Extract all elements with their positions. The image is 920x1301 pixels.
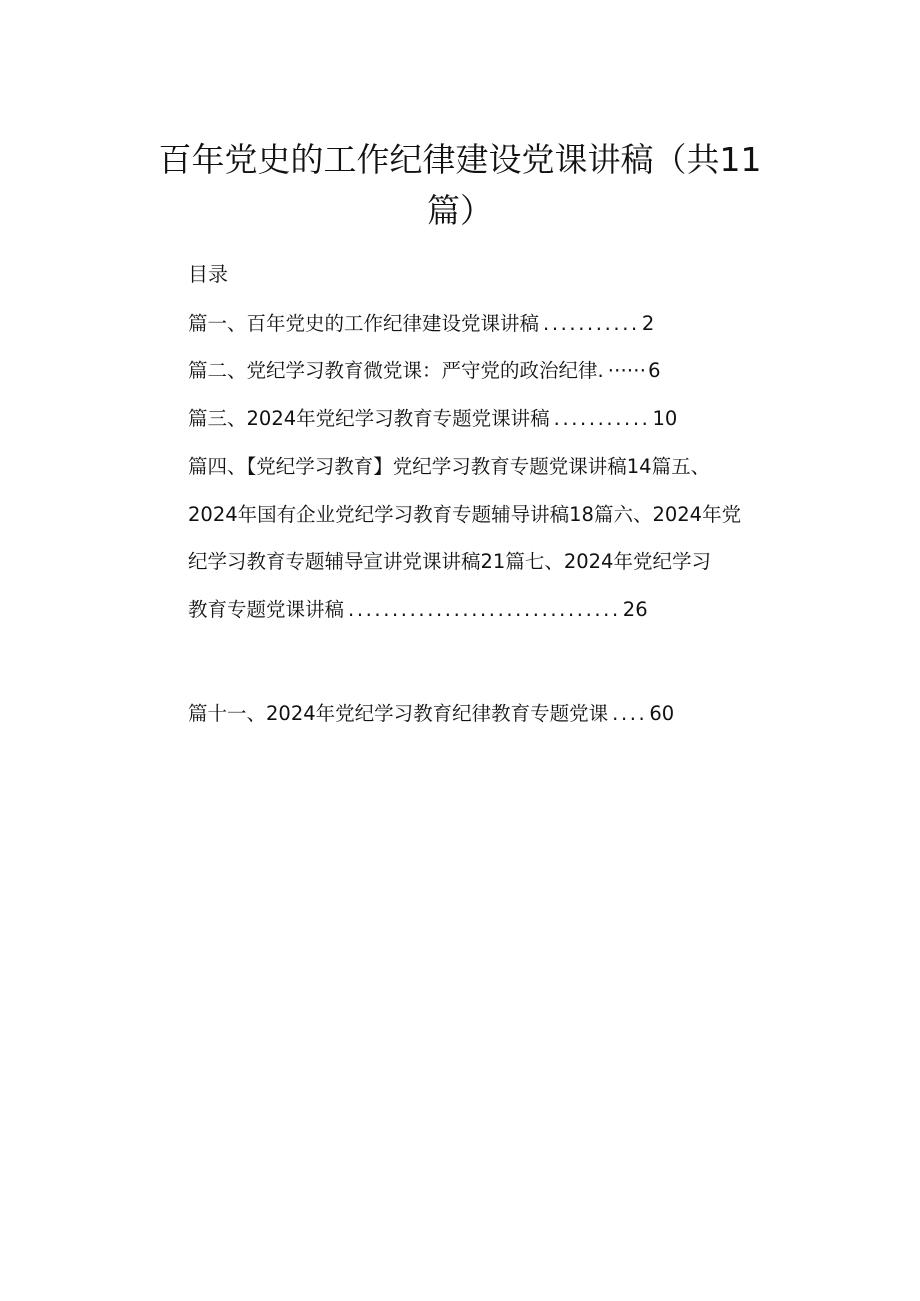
toc-page-number: 26 <box>622 598 648 621</box>
toc-entry-1[interactable] <box>188 310 654 338</box>
toc-entry-6[interactable] <box>188 548 711 576</box>
toc-entry-text: 篇一、百年党史的工作纪律建设党课讲稿 <box>188 312 540 335</box>
toc-entry-3[interactable] <box>188 405 677 433</box>
toc-entry-text: 篇三、2024年党纪学习教育专题党课讲稿 <box>188 407 550 430</box>
toc-leader-dots: ............................... <box>348 598 621 621</box>
document-title-line-1: 百年党史的工作纪律建设党课讲稿（共11 <box>158 140 762 179</box>
toc-leader-dots: ........... <box>543 312 640 335</box>
toc-entry-4[interactable] <box>188 453 710 481</box>
toc-entry-8[interactable] <box>188 700 674 728</box>
toc-page-number: 60 <box>649 702 675 725</box>
toc-entry-text: 篇四、【党纪学习教育】党纪学习教育专题党课讲稿14篇五、 <box>188 455 711 478</box>
toc-entry-text: 篇十一、2024年党纪学习教育纪律教育专题党课 <box>188 702 609 725</box>
toc-entry-text: 2024年国有企业党纪学习教育专题辅导讲稿18篇六、2024年党 <box>188 503 742 526</box>
toc-leader-dots: ........... <box>553 407 651 430</box>
toc-entry-text: 纪学习教育专题辅导宣讲党课讲稿21篇七、2024年党纪学习 <box>188 550 711 573</box>
toc-entry-5[interactable] <box>188 501 741 529</box>
toc-heading: 目录 <box>188 262 228 286</box>
toc-entry-2[interactable] <box>188 357 661 385</box>
toc-page-number: 2 <box>641 312 655 335</box>
toc-entry-7[interactable] <box>188 596 648 624</box>
toc-entry-text: 篇二、党纪学习教育微党课：严守党的政治纪律. <box>188 359 604 382</box>
toc-leader-dots: .... <box>612 702 648 725</box>
toc-entry-text: 教育专题党课讲稿 <box>188 598 345 621</box>
document-title-line-2: 篇） <box>427 191 493 230</box>
toc-page-number: 10 <box>652 407 678 430</box>
toc-leader-dots: ······ <box>607 359 647 382</box>
toc-page-number: 6 <box>648 359 661 382</box>
